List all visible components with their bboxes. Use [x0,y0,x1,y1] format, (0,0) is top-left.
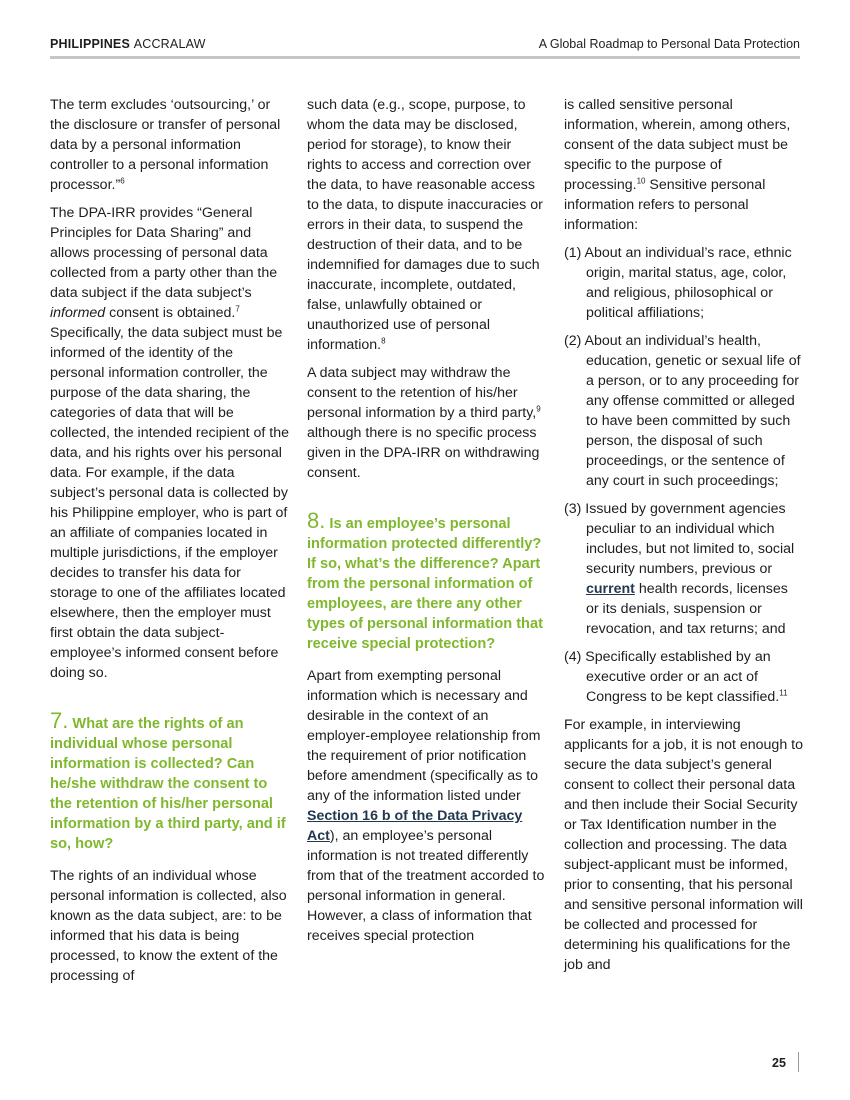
column-3 [564,95,804,983]
footnote-ref-10: 10 [636,176,646,186]
paragraph-withdraw-consent: A data subject may withdraw the consent to the retention of his/her personal information by a third party,$^9$ although there is no specific process given in the DPA-IRR on withdrawing consent. [307,365,541,481]
header-firm: ACCRALAW [133,37,206,51]
list-item: (3) Issued by government agencies peculiar to an individual which includes, but not limited to, social security numbers, previous or current health records, licenses or its denials, suspension or revocation, and tax returns; and [564,501,795,637]
question-number: 7. [50,708,69,733]
section-16b-link[interactable]: Section 16 b of the Data Privacy Act [307,808,523,844]
list-item: (2) About an individual’s health, education, genetic or sexual life of a person, or to any proceeding for any offense committed or alleged to have been committed by such person, the disposal of such proceedings, or the sentence of any court in such proceedings; [564,333,801,489]
question-8-heading: 8. Is an employee’s personal information protected differently? If so, what’s the difference? Apart from the personal information of employees, are there any other types of personal information that receive special protection? [307,508,543,652]
column-2 [307,95,547,954]
emphasis-informed: informed [50,305,106,321]
paragraph-rights-continued: such data (e.g., scope, purpose, to whom the data may be disclosed, period for storage), to know their rights to access and correction over the data, to have reasonable access to the data, to dispute inaccuracies or errors in their data, to suspend the destruction of their data, and to be indemnified for damages due to such inaccurate, incomplete, outdated, false, unlawfully obtained or unauthorized use of personal information.$^8$ [307,97,543,353]
column-1 [50,95,290,994]
current-link[interactable]: current [586,581,635,597]
list-item: (4) Specifically established by an executive order or an act of Congress to be kept classified.$^{11}$ [564,649,788,705]
question-number: 8. [307,508,326,533]
paragraph-rights: The rights of an individual whose personal information is collected, also known as the data subject, are: to be informed that his data is being processed, to know the extent of the processing of [50,868,287,984]
list-item: (1) About an individual’s race, ethnic origin, marital status, age, color, and religious, philosophical or political affiliations; [564,245,792,321]
paragraph-data-sharing: The DPA-IRR provides “General Principles for Data Sharing” and allows processing of personal data collected from a party other than the data subject if the data subject’s informed consent is obtained.$^7$ Specifically, the data subject must be informed of the identity of the personal information controller, the purpose of the data sharing, the categories of data that will be collected, the intended recipient of the data, and his rights over his personal data. For example, if the data subject’s personal data is collected by his Philippine employer, who is part of an affiliate of companies located in multiple jurisdictions, if the employer decides to transfer his data for storage to one of the affiliates located elsewhere, then the employer must first obtain the data subject-employee’s informed consent before doing so. [50,205,289,681]
paragraph-outsourcing: The term excludes ‘outsourcing,’ or the disclosure or transfer of personal data by a personal information controller to a personal information processor.”$^6$ [50,97,281,193]
header-publication-title: A Global Roadmap to Personal Data Protection [538,37,800,51]
header-rule [50,56,800,59]
footnote-ref-9: 9 [536,404,541,414]
page-number: 25 [772,1056,786,1070]
header-country: PHILIPPINES [50,37,130,51]
footnote-ref-6: 6 [120,176,125,186]
footnote-ref-7: 7 [235,304,240,314]
footnote-ref-11: 11 [779,688,788,698]
paragraph-job-applicant-example: For example, in interviewing applicants for a job, it is not enough to secure the data subject’s general consent to collect their personal data and then include their Social Security or Tax Identification number in the collection and processing. The data subject-applicant must be informed, prior to consenting, that his personal and sensitive personal information will be collected and processed for determining his qualifications for the job and [564,717,803,973]
footnote-ref-8: 8 [381,336,386,346]
header-left [50,37,206,51]
question-7-heading: 7. What are the rights of an individual whose personal information is collected? Can he/she withdraw the consent to the retention of his/her personal information by a third party, and if so, how? [50,708,286,852]
paragraph-sensitive-info: is called sensitive personal information, wherein, among others, consent of the data subject must be specific to the purpose of processing.$^{10}$ Sensitive personal information refers to personal information: [564,97,791,233]
paragraph-employee-info: Apart from exempting personal information which is necessary and desirable in the context of an employer-employee relationship from the requirement of prior notification before amendment (specifically as to any of the information listed under Section 16 b of the Data Privacy Act), an employee’s personal information is not treated differently from that of the treatment accorded to personal information in general. However, a class of information that receives special protection [307,668,545,944]
page-number-divider [798,1052,799,1072]
running-header [50,37,800,55]
